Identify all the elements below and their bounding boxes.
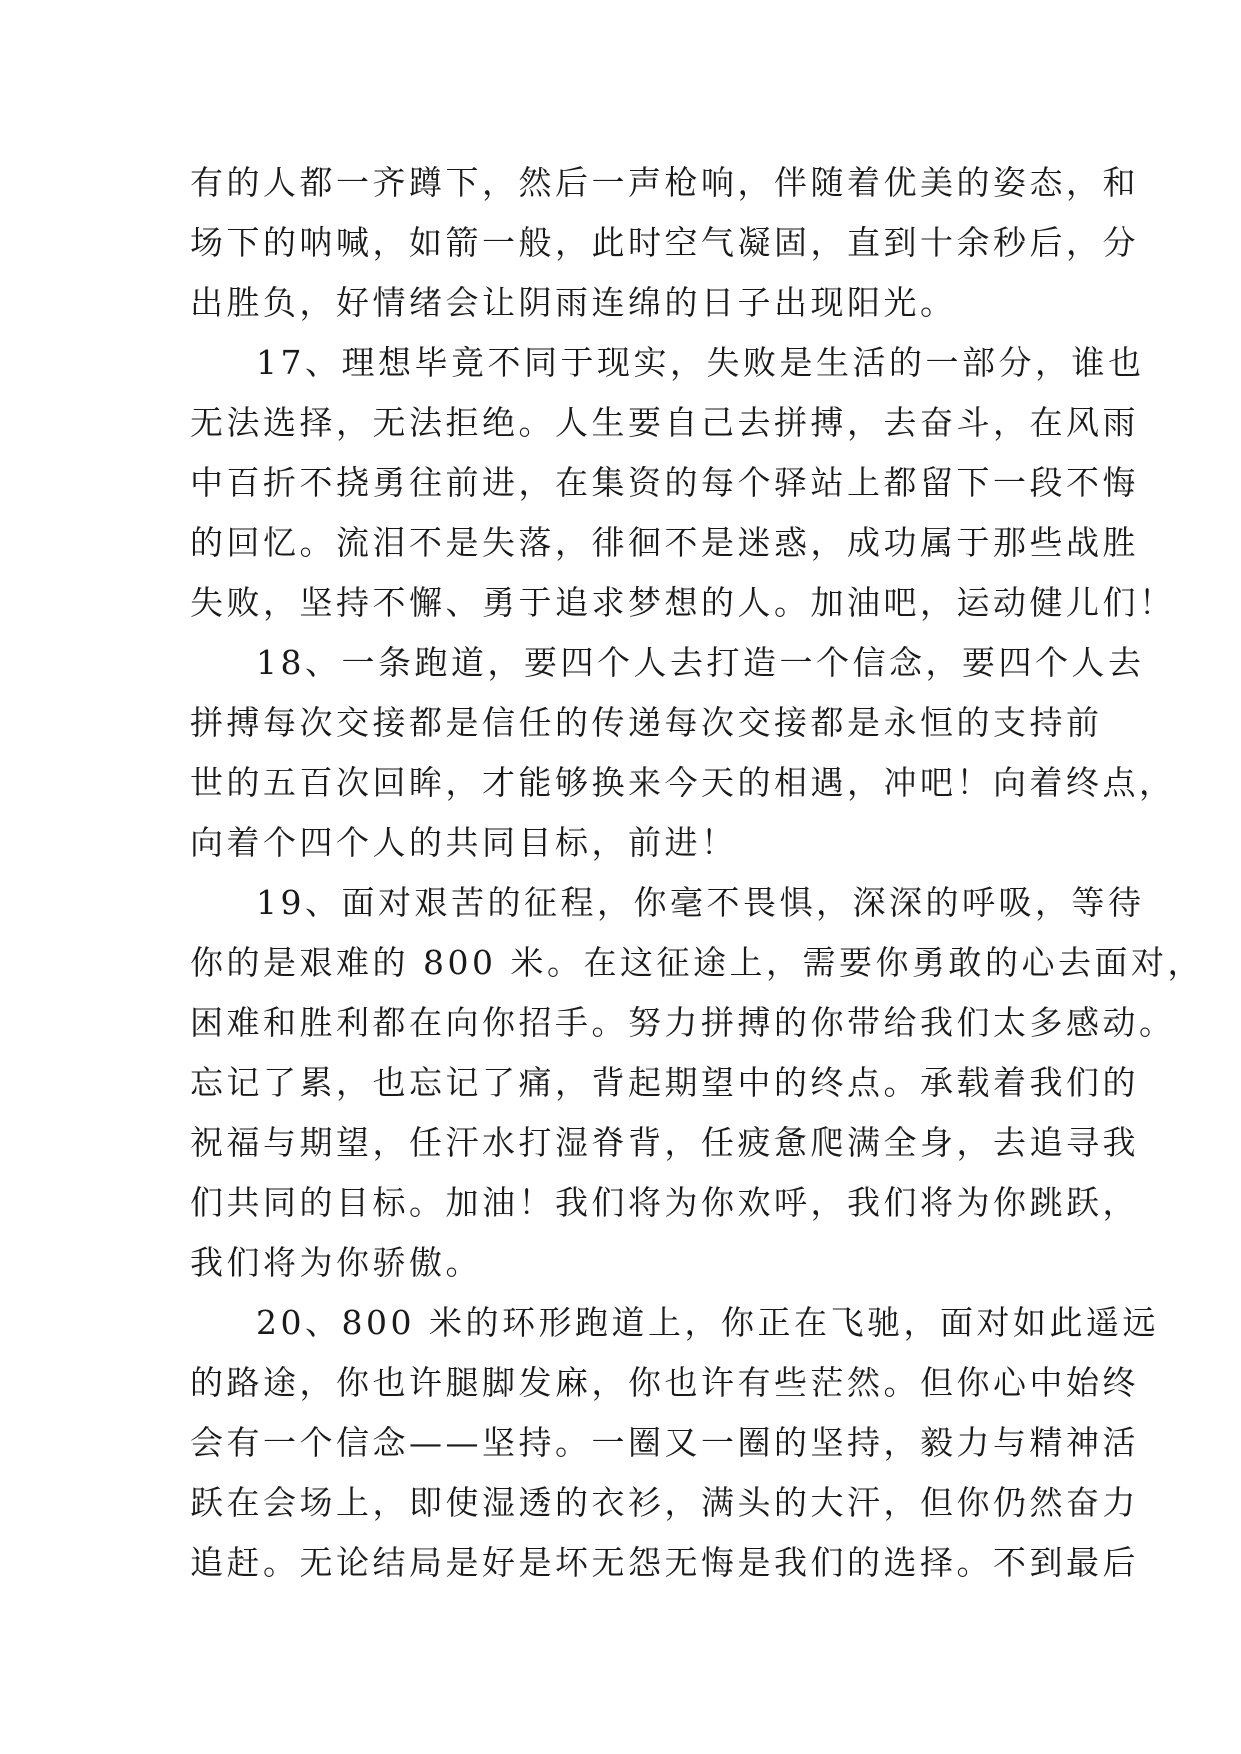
document-body xyxy=(190,153,1204,1593)
text-line: 跃在会场上，即使湿透的衣衫，满头的大汗，但你仍然奋力 xyxy=(190,1483,1139,1522)
paragraph-16-continued xyxy=(190,153,1139,333)
text-line: 会有一个信念——坚持。一圈又一圈的坚持，毅力与精神活 xyxy=(190,1423,1139,1462)
text-line: 失败，坚持不懈、勇于追求梦想的人。加油吧，运动健儿们！ xyxy=(190,583,1176,622)
text-line: 场下的呐喊，如箭一般，此时空气凝固，直到十余秒后，分 xyxy=(190,223,1139,262)
text-line: 18、一条跑道，要四个人去打造一个信念，要四个人去 xyxy=(256,643,1145,682)
text-line: 的路途，你也许腿脚发麻，你也许有些茫然。但你心中始终 xyxy=(190,1363,1139,1402)
text-line: 你的是艰难的 800 米。在这征途上，需要你勇敢的心去面对， xyxy=(190,943,1204,982)
text-line: 17、理想毕竟不同于现实，失败是生活的一部分，谁也 xyxy=(256,343,1145,382)
paragraph-17 xyxy=(190,333,1176,633)
text-line: 向着个四个人的共同目标，前进！ xyxy=(190,823,738,862)
text-line: 忘记了累，也忘记了痛，背起期望中的终点。承载着我们的 xyxy=(190,1063,1139,1102)
text-line: 世的五百次回眸，才能够换来今天的相遇，冲吧！向着终点， xyxy=(190,763,1176,802)
paragraph-20 xyxy=(190,1293,1159,1593)
text-line: 中百折不挠勇往前进，在集资的每个驿站上都留下一段不悔 xyxy=(190,463,1139,502)
text-line: 困难和胜利都在向你招手。努力拼搏的你带给我们太多感动。 xyxy=(190,1003,1176,1042)
text-line: 无法选择，无法拒绝。人生要自己去拼搏，去奋斗，在风雨 xyxy=(190,403,1139,442)
text-line: 的回忆。流泪不是失落，徘徊不是迷惑，成功属于那些战胜 xyxy=(190,523,1139,562)
text-line: 追赶。无论结局是好是坏无怨无悔是我们的选择。不到最后 xyxy=(190,1543,1139,1582)
text-line: 19、面对艰苦的征程，你毫不畏惧，深深的呼吸，等待 xyxy=(256,883,1145,922)
text-line: 拼搏每次交接都是信任的传递每次交接都是永恒的支持前 xyxy=(190,703,1103,742)
text-line: 出胜负，好情绪会让阴雨连绵的日子出现阳光。 xyxy=(190,283,957,322)
text-line: 我们将为你骄傲。 xyxy=(190,1243,482,1282)
text-line: 祝福与期望，任汗水打湿脊背，任疲惫爬满全身，去追寻我 xyxy=(190,1123,1139,1162)
text-line: 20、800 米的环形跑道上，你正在飞驰，面对如此遥远 xyxy=(256,1303,1159,1342)
paragraph-18 xyxy=(190,633,1176,873)
text-line: 有的人都一齐蹲下，然后一声枪响，伴随着优美的姿态，和 xyxy=(190,163,1139,202)
text-line: 们共同的目标。加油！我们将为你欢呼，我们将为你跳跃， xyxy=(190,1183,1139,1222)
paragraph-19 xyxy=(190,873,1204,1293)
